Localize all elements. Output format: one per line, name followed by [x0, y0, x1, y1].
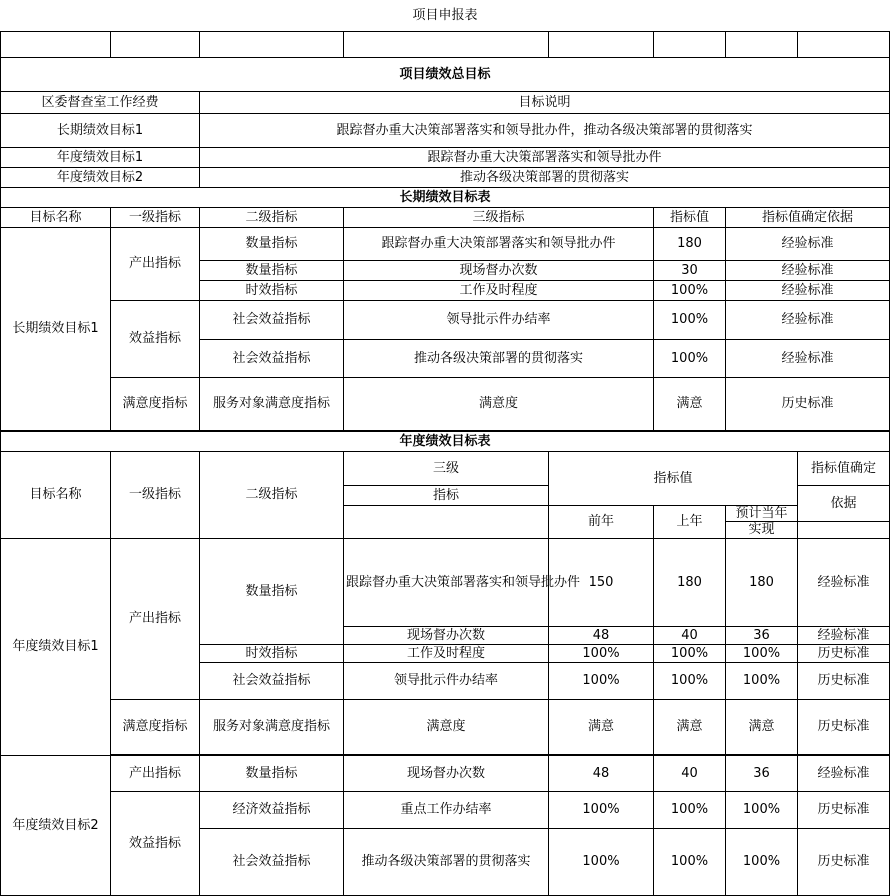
- prev-year-cell: 150: [549, 538, 654, 626]
- level1-cell: 效益指标: [111, 791, 200, 895]
- level2-cell: 时效指标: [200, 644, 344, 662]
- header-cell: 指标: [344, 485, 549, 505]
- header-cell: 目标名称: [1, 207, 111, 227]
- blank-row: [1, 31, 890, 57]
- target-description-header: 目标说明: [200, 91, 890, 113]
- basis-cell: 历史标准: [798, 791, 890, 828]
- fund-name: 区委督查室工作经费: [1, 91, 200, 113]
- blank-cell: [200, 31, 344, 57]
- header-cell: 一级指标: [111, 207, 200, 227]
- goal-text: 跟踪督办重大决策部署落实和领导批办件: [200, 147, 890, 167]
- blank-cell: [798, 521, 890, 538]
- prev-year-cell: 48: [549, 626, 654, 644]
- table-row: [1, 300, 890, 339]
- estimate-cell: 100%: [726, 644, 798, 662]
- last-year-cell: 100%: [654, 791, 726, 828]
- basis-cell: 历史标准: [726, 377, 890, 431]
- last-year-cell: 40: [654, 755, 726, 791]
- estimate-cell: 100%: [726, 791, 798, 828]
- table-row: [1, 755, 890, 791]
- goal-name-cell: 年度绩效目标1: [1, 538, 111, 755]
- level1-cell: 满意度指标: [111, 699, 200, 754]
- blank-cell: [726, 31, 798, 57]
- last-year-cell: 40: [654, 626, 726, 644]
- annual-heading: 年度绩效目标表: [1, 431, 890, 451]
- level1-cell: 效益指标: [111, 300, 200, 377]
- level2-cell: 数量指标: [200, 227, 344, 260]
- level2-cell: 数量指标: [200, 260, 344, 280]
- level1-cell: 满意度指标: [111, 377, 200, 431]
- value-cell: 100%: [654, 280, 726, 300]
- goal-label: 年度绩效目标2: [1, 167, 200, 187]
- long-term-header-row: [1, 207, 890, 227]
- basis-cell: 经验标准: [726, 300, 890, 339]
- header-cell: 目标名称: [1, 451, 111, 538]
- value-cell: 30: [654, 260, 726, 280]
- header-cell: 三级指标: [344, 207, 654, 227]
- basis-cell: 经验标准: [726, 227, 890, 260]
- level2-cell: 经济效益指标: [200, 791, 344, 828]
- table-row: [1, 377, 890, 431]
- last-year-cell: 100%: [654, 828, 726, 895]
- level3-cell: 工作及时程度: [344, 644, 549, 662]
- header-cell: 二级指标: [200, 207, 344, 227]
- level3-cell: 工作及时程度: [344, 280, 654, 300]
- level2-cell: 数量指标: [200, 538, 344, 644]
- level3-cell: 领导批示件办结率: [344, 300, 654, 339]
- basis-cell: 经验标准: [798, 626, 890, 644]
- level1-cell: 产出指标: [111, 227, 200, 300]
- basis-cell: 历史标准: [798, 828, 890, 895]
- level3-cell: 推动各级决策部署的贯彻落实: [344, 339, 654, 377]
- level3-cell: 跟踪督办重大决策部署落实和领导批办件: [344, 227, 654, 260]
- last-year-cell: 180: [654, 538, 726, 626]
- estimate-cell: 100%: [726, 828, 798, 895]
- prev-year-cell: 100%: [549, 644, 654, 662]
- value-cell: 满意: [654, 377, 726, 431]
- prev-year-cell: 100%: [549, 662, 654, 699]
- header-cell: 依据: [798, 485, 890, 521]
- basis-cell: 历史标准: [798, 644, 890, 662]
- header-cell: 指标值确定: [798, 451, 890, 485]
- goal-text: 跟踪督办重大决策部署落实和领导批办件，推动各级决策部署的贯彻落实: [200, 113, 890, 147]
- blank-cell: [111, 31, 200, 57]
- table-row: [1, 227, 890, 260]
- prev-year-cell: 100%: [549, 828, 654, 895]
- overall-heading: 项目绩效总目标: [1, 57, 890, 91]
- basis-cell: 历史标准: [798, 662, 890, 699]
- level2-cell: 数量指标: [200, 755, 344, 791]
- table-row: [1, 791, 890, 828]
- prev-year-cell: 100%: [549, 791, 654, 828]
- value-cell: 100%: [654, 339, 726, 377]
- last-year-cell: 100%: [654, 644, 726, 662]
- level3-cell: 跟踪督办重大决策部署落实和领导批办件: [344, 538, 549, 626]
- goal-name-cell: 长期绩效目标1: [1, 227, 111, 431]
- header-cell: 一级指标: [111, 451, 200, 538]
- level3-cell: 满意度: [344, 377, 654, 431]
- goal-label: 年度绩效目标1: [1, 147, 200, 167]
- last-year-cell: 100%: [654, 662, 726, 699]
- level3-cell: 现场督办次数: [344, 260, 654, 280]
- estimate-cell: 36: [726, 626, 798, 644]
- basis-cell: 经验标准: [726, 339, 890, 377]
- level3-cell: 满意度: [344, 699, 549, 754]
- goal-name-cell: 年度绩效目标2: [1, 755, 111, 895]
- level3-cell: 现场督办次数: [344, 626, 549, 644]
- level2-cell: 社会效益指标: [200, 828, 344, 895]
- header-cell: 指标值确定依据: [726, 207, 890, 227]
- goal-label: 长期绩效目标1: [1, 113, 200, 147]
- value-cell: 100%: [654, 300, 726, 339]
- level2-cell: 社会效益指标: [200, 339, 344, 377]
- goal-text: 推动各级决策部署的贯彻落实: [200, 167, 890, 187]
- level2-cell: 社会效益指标: [200, 662, 344, 699]
- header-cell: 指标值: [549, 451, 798, 505]
- page-title: 项目申报表: [1, 0, 890, 31]
- blank-cell: [654, 31, 726, 57]
- blank-cell: [1, 31, 111, 57]
- value-cell: 180: [654, 227, 726, 260]
- level2-cell: 服务对象满意度指标: [200, 377, 344, 431]
- estimate-cell: 180: [726, 538, 798, 626]
- annual-header-row: [1, 451, 890, 485]
- estimate-cell: 36: [726, 755, 798, 791]
- level2-cell: 社会效益指标: [200, 300, 344, 339]
- prev-year-cell: 48: [549, 755, 654, 791]
- estimate-cell: 100%: [726, 662, 798, 699]
- table-row: [1, 699, 890, 754]
- blank-cell: [344, 31, 549, 57]
- header-cell: 前年: [549, 505, 654, 538]
- blank-cell: [344, 505, 549, 538]
- estimate-cell: 满意: [726, 699, 798, 754]
- level2-cell: 时效指标: [200, 280, 344, 300]
- basis-cell: 经验标准: [798, 538, 890, 626]
- level3-cell: 领导批示件办结率: [344, 662, 549, 699]
- blank-cell: [798, 31, 890, 57]
- basis-cell: 经验标准: [726, 280, 890, 300]
- basis-cell: 经验标准: [726, 260, 890, 280]
- header-cell: 三级: [344, 451, 549, 485]
- level1-cell: 产出指标: [111, 538, 200, 699]
- level3-cell: 现场督办次数: [344, 755, 549, 791]
- header-cell: 指标值: [654, 207, 726, 227]
- basis-cell: 经验标准: [798, 755, 890, 791]
- table-row: [1, 538, 890, 626]
- basis-cell: 历史标准: [798, 699, 890, 754]
- level3-cell: 推动各级决策部署的贯彻落实: [344, 828, 549, 895]
- level2-cell: 服务对象满意度指标: [200, 699, 344, 754]
- header-cell: 上年: [654, 505, 726, 538]
- header-cell: 实现: [726, 521, 798, 538]
- header-cell: 二级指标: [200, 451, 344, 538]
- prev-year-cell: 满意: [549, 699, 654, 754]
- level3-cell: 重点工作办结率: [344, 791, 549, 828]
- level1-cell: 产出指标: [111, 755, 200, 791]
- blank-cell: [549, 31, 654, 57]
- header-cell: 预计当年: [726, 505, 798, 521]
- long-term-heading: 长期绩效目标表: [1, 187, 890, 207]
- last-year-cell: 满意: [654, 699, 726, 754]
